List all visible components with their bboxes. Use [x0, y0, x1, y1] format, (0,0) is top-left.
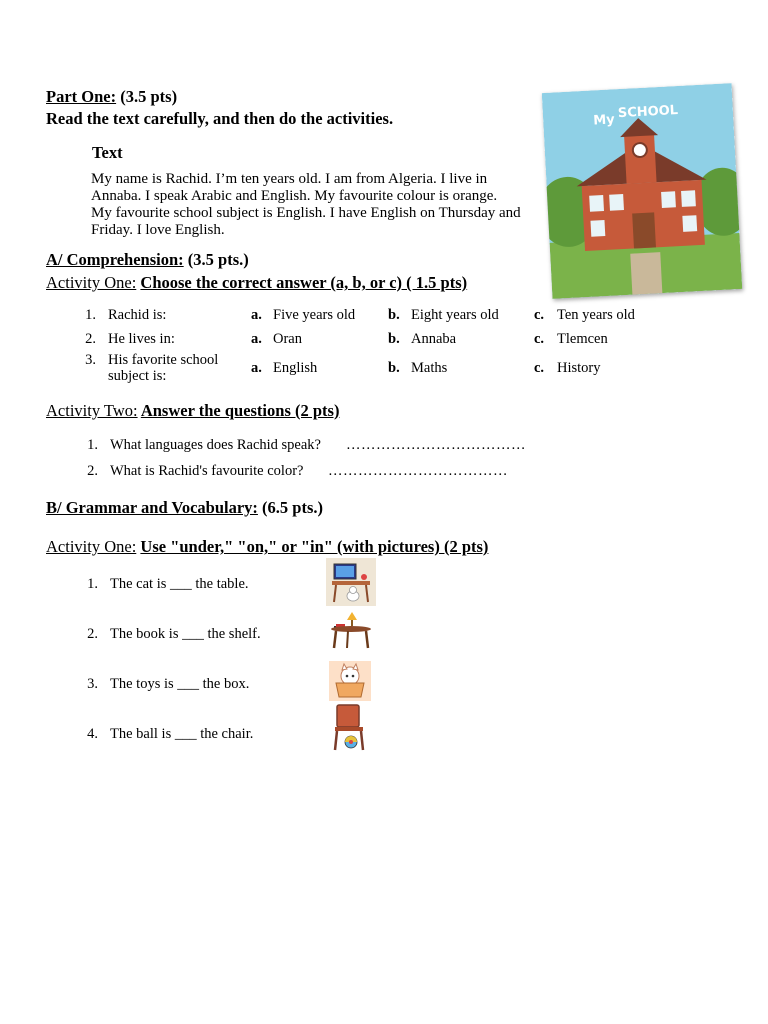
- option-letter: c.: [534, 360, 545, 376]
- question-number: 3.: [85, 352, 96, 368]
- cover-title-school: SCHOOL: [617, 103, 679, 122]
- section-b-heading: [46, 498, 323, 518]
- reading-text: [91, 171, 541, 239]
- question-number: 1.: [87, 437, 98, 453]
- activity-one-heading: [46, 273, 467, 293]
- activity-three-heading: [46, 537, 488, 557]
- question-number: 2.: [87, 463, 98, 479]
- activity-two-task: Answer the questions (2 pts): [140, 401, 340, 420]
- cover-title-my: My: [592, 112, 616, 129]
- text-heading: Text: [92, 143, 123, 162]
- section-b-points: (6.5 pts.): [257, 498, 324, 517]
- reading-line: My name is Rachid. I’m ten years old. I am from Algeria. I live in: [91, 171, 488, 187]
- question-text: His favorite school: [108, 352, 219, 368]
- activity-three-label: Activity One:: [46, 537, 137, 556]
- sentence-number: 2.: [87, 626, 98, 642]
- instruction: Read the text carefully, and then do the activities.: [46, 109, 394, 128]
- option-c[interactable]: History: [557, 360, 601, 376]
- reading-line: Friday. I love English.: [91, 222, 225, 238]
- cat-in-box-icon: [329, 661, 371, 701]
- question-number: 1.: [85, 307, 96, 323]
- section-a-label: A/ Comprehension:: [46, 250, 184, 269]
- sentence-row: [0, 576, 768, 596]
- school-book-cover: [542, 83, 743, 299]
- sentence-row: [0, 726, 768, 746]
- option-letter: a.: [251, 331, 262, 347]
- option-b[interactable]: Maths: [411, 360, 448, 376]
- option-letter: c.: [534, 331, 545, 347]
- option-letter: b.: [388, 331, 400, 347]
- part-one-label: Part One:: [46, 87, 117, 106]
- cat-under-table-icon: [326, 558, 376, 606]
- reading-line: My favourite school subject is English. I have English on Thursday and: [91, 205, 521, 221]
- answer-line[interactable]: ………………………………: [346, 437, 526, 453]
- question-row: [0, 437, 768, 457]
- option-letter: a.: [251, 360, 262, 376]
- sentence-text: The ball is ___ the chair.: [110, 726, 254, 742]
- sentence-number: 3.: [87, 676, 98, 692]
- section-a-heading: [46, 250, 249, 270]
- mcq-row: [0, 307, 768, 327]
- sentence-text: The toys is ___ the box.: [110, 676, 250, 692]
- activity-two-heading: [46, 401, 339, 421]
- sentence-text: The book is ___ the shelf.: [110, 626, 261, 642]
- part-one-points: (3.5 pts): [116, 87, 178, 106]
- option-letter: a.: [251, 307, 262, 323]
- option-c[interactable]: Ten years old: [557, 307, 635, 323]
- ball-under-chair-icon: [329, 703, 369, 751]
- lamp-on-table-icon: [328, 610, 374, 652]
- sentence-number: 1.: [87, 576, 98, 592]
- option-c[interactable]: Tlemcen: [557, 331, 608, 347]
- mcq-row: [0, 331, 768, 351]
- sentence-row: [0, 676, 768, 696]
- question-text: Rachid is:: [108, 307, 167, 323]
- option-letter: c.: [534, 307, 545, 323]
- question-text: subject is:: [108, 368, 167, 384]
- school-building-illustration: [542, 83, 743, 299]
- question-text: He lives in:: [108, 331, 175, 347]
- activity-three-task: Use "under," "on," or "in" (with pictures) (2 pts): [140, 537, 489, 556]
- question-number: 2.: [85, 331, 96, 347]
- activity-one-task: Choose the correct answer (a, b, or c) ( 1.5 pts): [140, 273, 468, 292]
- part-one-heading: [46, 87, 177, 107]
- reading-line: Annaba. I speak Arabic and English. My favourite colour is orange.: [91, 188, 498, 204]
- question-row: [0, 463, 768, 483]
- option-letter: b.: [388, 307, 400, 323]
- option-a[interactable]: Five years old: [273, 307, 356, 323]
- section-a-points: (3.5 pts.): [183, 250, 249, 269]
- option-a[interactable]: English: [273, 360, 318, 376]
- mcq-row: [0, 352, 768, 388]
- section-b-label: B/ Grammar and Vocabulary:: [46, 498, 258, 517]
- answer-line[interactable]: ………………………………: [328, 463, 508, 479]
- option-b[interactable]: Annaba: [411, 331, 457, 347]
- sentence-text: The cat is ___ the table.: [110, 576, 249, 592]
- option-b[interactable]: Eight years old: [411, 307, 499, 323]
- sentence-row: [0, 626, 768, 646]
- sentence-number: 4.: [87, 726, 98, 742]
- activity-two-label: Activity Two:: [46, 401, 138, 420]
- activity-one-label: Activity One:: [46, 273, 137, 292]
- option-a[interactable]: Oran: [273, 331, 302, 347]
- option-letter: b.: [388, 360, 400, 376]
- question-text: What languages does Rachid speak?: [110, 437, 321, 453]
- question-text: What is Rachid's favourite color?: [110, 463, 304, 479]
